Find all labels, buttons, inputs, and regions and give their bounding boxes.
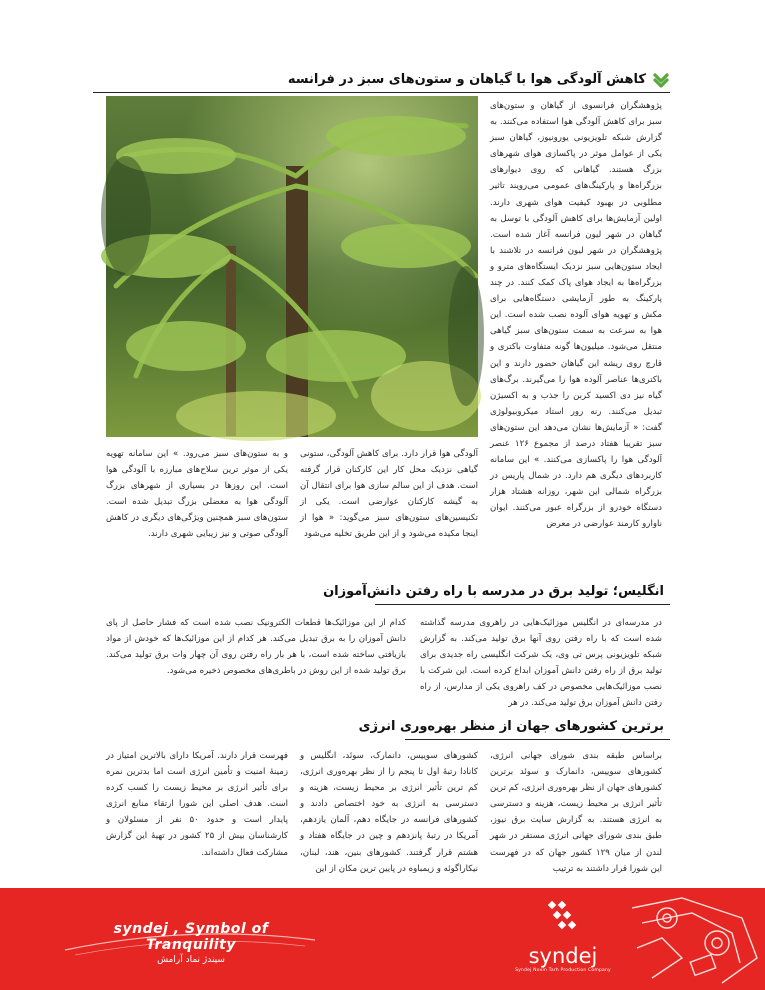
section-title: کاهش آلودگی هوا با گیاهان و ستون‌های سبز در فرانسه	[287, 71, 646, 87]
article-column-right: پژوهشگران فرانسوی از گیاهان و ستون‌های سبز برای کاهش آلودگی هوا استفاده می‌کنند. به گزارش شبکه تلویزیونی یورونیوز، گیاهان سبز یکی از عوامل موثر در پاکسازی هوای شهرهای بزرگ هستند. گیاهانی که روی دیوارهای بزرگراه‌ها و پارکینگ‌های عمومی می‌رویند تاثیر مطلوبی در بهبود کیفیت هوای شهری دارند. اولین آزمایش‌ها برای کاهش آلودگی با توسل به گیاهان در شهر لیون فرانسه آغاز شده است. پژوهشگران در شهر لیون فرانسه در تلاشند با ایجاد ستون‌هایی سبز نزدیک ایستگاه‌های مترو و بزرگراه‌ها به ایجاد هوای پاک کمک کنند. در چند پارکینگ به طور آزمایشی دستگاه‌هایی برای مکش و تهویه هوای آلوده نصب شده است. این هوا به سرعت به سمت ستون‌های سبز گیاهی منتقل می‌شود. میلیون‌ها گونه متفاوت باکتری و قارچ روی ریشه این گیاهان حضور دارند و این باکتری‌ها عناصر آلوده هوا را می‌گیرند. برگ‌های گیاه نیز دی اکسید کربن را جذب و به اکسیژن تبدیل می‌کنند. رنه رور استاد میکروبیولوژی گفت: « آزمایش‌ها نشان می‌دهد این ستون‌های سبز تقریبا هفتاد درصد از مجموع ۱۲۶ عنصر آلودگی هوا را پاکسازی می‌کنند. » این سامانه کاربردهای دیگری هم دارد. در شمال پاریس در بزرگراه شمالی این شهر، روزانه هشتاد هزار دستگاه خودرو از بزرگراه عبور می‌کنند. ایوان ناوارو کارمند عوارضی در معرض	[490, 101, 662, 530]
article-column-left: فهرست قرار دارند. آمریکا دارای بالاترین امتیاز در زمینهٔ امنیت و تأمین انرژی است اما بدترین نمره برای تأثیر انرژی بر محیط زیست را کسب کرده است. هدف اصلی این شورا ارتقاء منابع انرژی پایدار است و حدود ۵۰ نفر از مسئولان و کارشناسان بیش از ۲۵ کشور در تهیهٔ این گزارش مشارکت فعال داشته‌اند.	[106, 751, 289, 858]
article-column-middle: کشورهای سوییس، دانمارک، سوئد، انگلیس و کانادا رتبهٔ اول تا پنجم را از نظر بهره‌وری انرژی، کم ترین تأثیر انرژی بر محیط زیست، هزینه و دسترسی به انرژی به خود اختصاص دادند و کشورهای فرانسه در جایگاه دهم، آلمان یازدهم، آمریکا در رتبهٔ پانزدهم و چین در جایگاه هفتاد و هشتم قرار گرفتند. کشورهای بنین، هند، لبنان، نیکاراگوئه و زیمباوه در پایین ترین مکان از این	[300, 751, 478, 874]
fern-forest-photo	[106, 96, 478, 437]
syndej-logo-icon	[543, 898, 583, 938]
article-column-middle: آلودگی هوا قرار دارد. برای کاهش آلودگی، ستونی گیاهی نزدیک محل کار این کارکنان قرار گرفته است. هدف از این سالم سازی هوا برای انتقال آن به گیشه کارکنان عوارضی است. یکی از تکنیسین‌های ستون‌های سبز می‌گوید: « هوا از اینجا مکیده می‌شود و از این طریق تخلیه می‌شود	[300, 449, 478, 540]
section-heading	[93, 68, 670, 93]
slogan-persian: سیندژ نماد آرامش	[157, 955, 225, 965]
brand-block	[508, 898, 618, 973]
machine-part-drawing-icon	[622, 888, 765, 990]
section-title: برترین کشورهای جهان از منظر بهره‌وری انرژی	[358, 718, 664, 734]
article-column-right: براساس طبقه بندی شورای جهانی انرژی، کشورهای سوییس، دانمارک و سوئد برترین کشورهای جهان از نظر بهره‌وری انرژی، کم ترین تأثیر انرژی بر محیط زیست، هزینه و دسترسی به انرژی هستند. به گزارش سایت برق نیوز، طبق بندی شورای جهانی انرژی مستقر در شهر لندن از میان ۱۲۹ کشور جهان که در فهرست این شورا قرار داشتند به ترتیب	[490, 751, 662, 874]
brand-subtitle: Syndej Novin Tarh Production Company	[515, 968, 611, 973]
brand-name: syndej	[528, 944, 598, 968]
footer-banner	[0, 888, 765, 990]
article-column-left: کدام از این موزائیک‌ها قطعات الکترونیک نصب شده است که فشار حاصل از پای دانش آموزان را به برق تبدیل می‌کند. هر کدام از این موزائیک‌ها که خودش از مواد بازیافتی ساخته شده است، با هر بار راه رفتن روی آن چهار وات برق تولید می‌کند. برق تولید شده از این روش در باطری‌های مخصوص ذخیره می‌شود.	[106, 618, 406, 677]
section-heading	[323, 580, 670, 605]
chevron-down-icon	[652, 70, 670, 88]
article-column-right: در مدرسه‌ای در انگلیس موزائیک‌هایی در راهروی مدرسه گذاشته شده است که با راه رفتن روی آنها برق تولید می‌کند. به گزارش شبکه تلویزیونی پرس تی وی، یک شرکت انگلیسی راه جدیدی برای تولید برق از راه رفتن دانش آموزان ابداع کرده است. این شرکت با نصب موزائیک‌هایی مخصوص در کف راهروی یکی از مدارس، از راه رفتن دانش آموزان برق تولید می‌کند. در هر	[420, 618, 662, 709]
section-heading	[358, 715, 670, 740]
slogan-english: syndej , Symbol of Tranquility	[113, 921, 269, 953]
footer-slogan	[66, 921, 316, 965]
section-title: انگلیس؛ تولید برق در مدرسه با راه رفتن دانش‌آموزان	[323, 583, 664, 599]
article-column-left: و به ستون‌های سبز می‌رود. » این سامانه تهویه یکی از موثر ترین سلاح‌های مبارزه با آلودگی هوا است. این روزها در بسیاری از شهرهای بزرگ آلودگی هوا به معضلی بزرگ تبدیل شده است. ستون‌های سبز همچنین ویژگی‌های دیگری در کاهش آلودگی صوتی و نیز زیبایی شهری دارند.	[106, 449, 288, 540]
